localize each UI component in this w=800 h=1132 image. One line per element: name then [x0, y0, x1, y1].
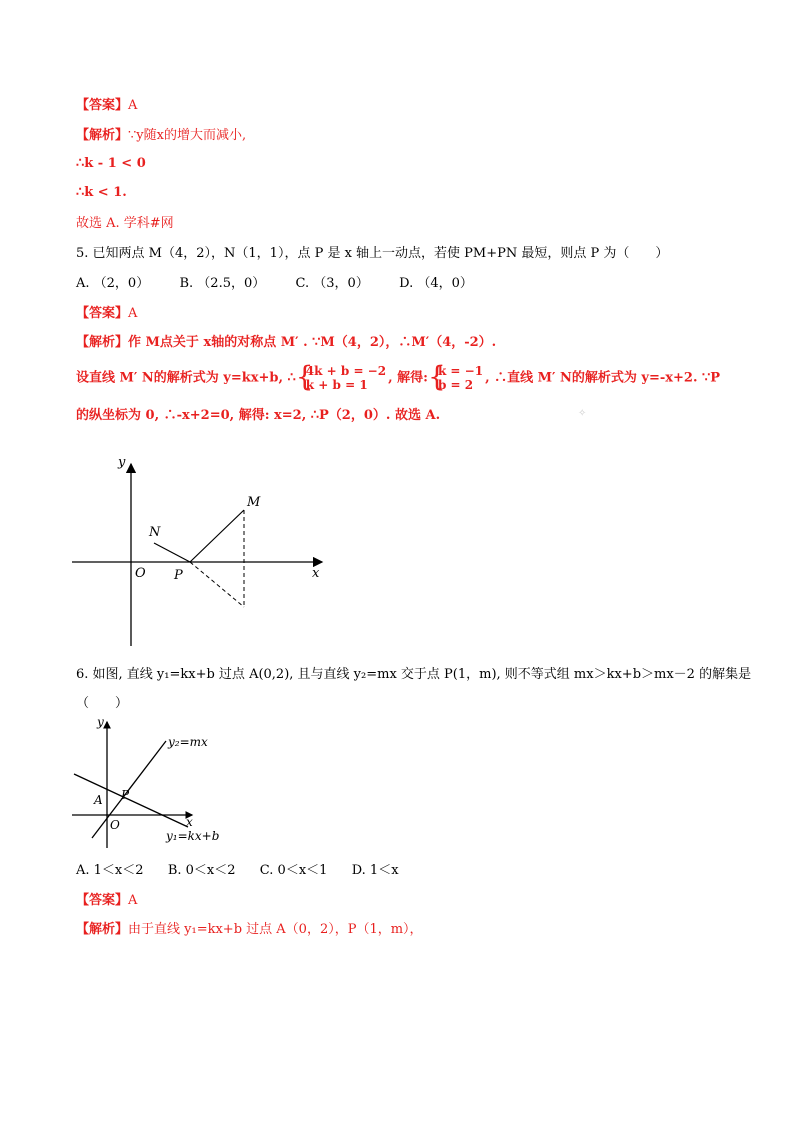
origin-label: O	[110, 818, 120, 832]
q4-analysis-line4: 故选 A. 学科#网	[76, 216, 174, 231]
segment-np	[154, 543, 190, 562]
analysis-tag: 【解析】	[76, 922, 129, 937]
y-label: y	[118, 455, 126, 470]
q6-stem2: （ ）	[76, 696, 129, 711]
answer-tag: 【答案】	[76, 98, 129, 113]
q5-figure	[68, 452, 330, 652]
label-m: M	[247, 495, 261, 510]
eq1-row1: { 4k + b = −2	[305, 364, 387, 378]
q5-analysis-line2	[76, 364, 720, 392]
answer-tag: 【答案】	[76, 306, 129, 321]
y-label: y	[97, 716, 104, 729]
eq1-row2: k + b = 1	[305, 378, 368, 392]
answer-value: A	[128, 306, 138, 321]
eq2-row2: b = 2	[437, 378, 474, 392]
analysis-text-mid: , 解得:	[388, 370, 428, 386]
analysis-text: 由于直线 y₁=kx+b 过点 A（0，2），P（1，m），	[128, 922, 423, 937]
label-a: A	[94, 793, 103, 807]
q6-figure	[70, 716, 230, 851]
q5-option-b: B. （2.5，0）	[179, 276, 266, 291]
q4-analysis-line2: ∴k - 1 < 0	[76, 156, 146, 171]
q5-analysis-line1	[76, 334, 496, 352]
q6-answer-line	[76, 892, 137, 910]
analysis-text: 作 M点关于 x轴的对称点 M′ . ∵M（4，2），∴M′（4，-2）.	[128, 335, 497, 350]
q6-option-c: C. 0＜x＜1	[259, 863, 328, 878]
q6-options	[76, 862, 399, 880]
q4-analysis-line3: ∴k < 1.	[76, 185, 127, 200]
q6-option-d: D. 1＜x	[351, 863, 399, 878]
q5-answer-line	[76, 305, 137, 323]
origin-label: O	[135, 566, 146, 581]
label-p: P	[174, 568, 183, 583]
label-n: N	[149, 525, 161, 540]
q6-stem: 6. 如图, 直线 y₁=kx+b 过点 A(0,2), 且与直线 y₂=mx 交于点 P(1，m), 则不等式组 mx＞kx+b＞mx－2 的解集是	[76, 667, 752, 682]
analysis-tag: 【解析】	[76, 335, 129, 350]
label-p: P	[121, 788, 130, 802]
q4-answer-line	[76, 97, 137, 115]
q6-analysis-line1	[76, 921, 423, 939]
label-y2: y₂=mx	[168, 735, 208, 749]
equation-system-2	[430, 364, 483, 392]
q5-option-a: A. （2，0）	[76, 276, 150, 291]
q5-analysis-line3: 的纵坐标为 0, ∴-x+2=0, 解得: x=2, ∴P（2，0）. 故选 A.	[76, 408, 441, 423]
x-label: x	[186, 815, 193, 829]
equation-system-1	[298, 364, 386, 392]
label-y1: y₁=kx+b	[166, 829, 220, 843]
analysis-text-post: , ∴直线 M′ N的解析式为 y=-x+2. ∵P	[485, 370, 721, 386]
analysis-text: ∵y随x的增大而减小,	[128, 128, 247, 143]
q6-option-a: A. 1＜x＜2	[76, 863, 144, 878]
q5-stem: 5. 已知两点 M（4，2），N（1，1），点 P 是 x 轴上一动点，若使 PM+PN 最短，则点 P 为（ ）	[76, 246, 669, 261]
line-y1	[74, 774, 188, 827]
segment-pm-prime	[190, 562, 244, 607]
q5-option-d: D. （4，0）	[399, 276, 473, 291]
watermark: ✧	[578, 408, 587, 419]
q6-option-b: B. 0＜x＜2	[167, 863, 236, 878]
analysis-text-pre: 设直线 M′ N的解析式为 y=kx+b, ∴	[76, 370, 296, 386]
answer-value: A	[128, 98, 138, 113]
analysis-tag: 【解析】	[76, 128, 129, 143]
q4-analysis-line1	[76, 127, 246, 145]
answer-value: A	[128, 893, 138, 908]
segment-pm	[190, 510, 244, 562]
answer-tag: 【答案】	[76, 893, 129, 908]
eq2-row1: { k = −1	[437, 364, 484, 378]
q5-option-c: C. （3，0）	[295, 276, 369, 291]
x-label: x	[312, 566, 320, 581]
q5-options	[76, 275, 473, 293]
